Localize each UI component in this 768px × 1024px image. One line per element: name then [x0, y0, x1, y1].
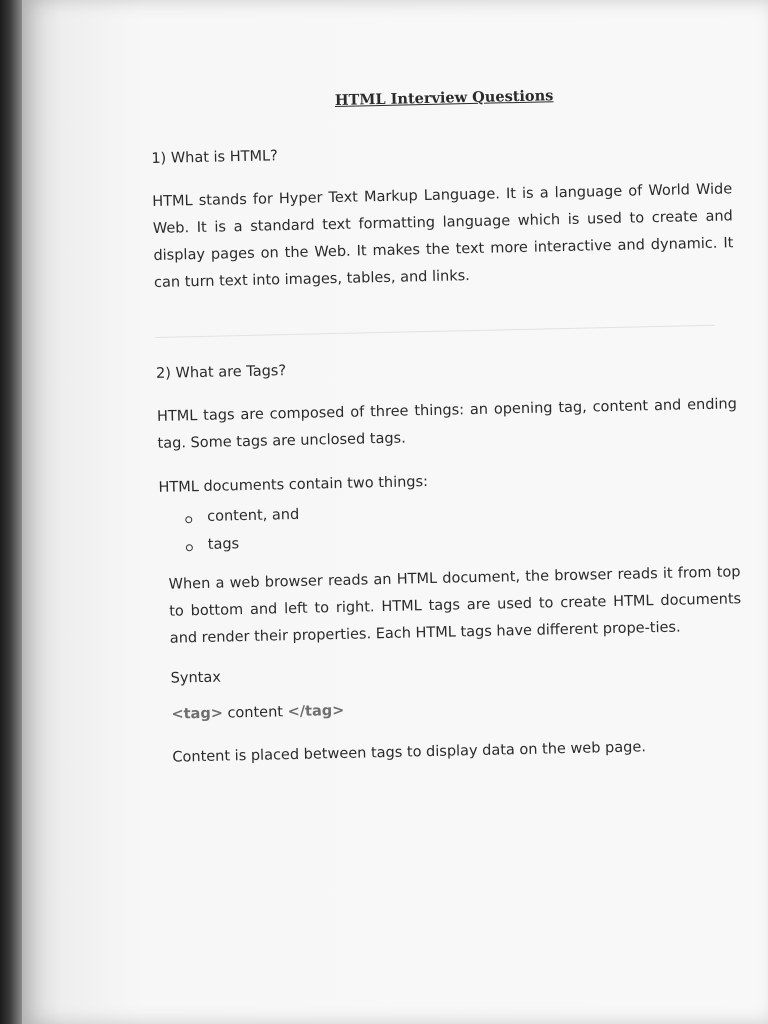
- syntax-label: Syntax: [170, 669, 222, 687]
- hollow-bullet-icon: [186, 544, 193, 551]
- list-item-text: tags: [207, 536, 240, 553]
- syntax-content: content: [227, 704, 284, 722]
- list-item: [185, 497, 739, 525]
- book-spine-shadow: [0, 0, 22, 1024]
- browser-reading-paragraph: When a web browser reads an HTML document, the browser reads it from top to bottom and left to right. HTML tags are used to create HTML documents and render their properties. Each HTML tags have different prope-ties.: [168, 564, 742, 647]
- closing-paragraph: Content is placed between tags to display data on the web page.: [172, 739, 647, 766]
- page-content: [150, 83, 745, 771]
- question-2-intro: HTML tags are composed of three things: an opening tag, content and ending tag. Some tags are unclosed tags.: [156, 396, 738, 452]
- question-1-heading: 1) What is HTML?: [151, 148, 278, 167]
- question-2-heading: 2) What are Tags?: [155, 363, 287, 382]
- closing-tag: </tag>: [287, 702, 345, 721]
- list-intro: HTML documents contain two things:: [158, 474, 429, 496]
- list-item: [186, 525, 740, 553]
- opening-tag: <tag>: [171, 705, 224, 723]
- document-title: HTML Interview Questions: [334, 87, 554, 109]
- list-item-text: content, and: [207, 506, 300, 525]
- document-parts-list: [185, 497, 740, 553]
- scanned-page: [22, 0, 768, 1024]
- hollow-bullet-icon: [185, 516, 192, 523]
- question-1-answer: HTML stands for Hyper Text Markup Language. It is a language of World Wide Web. It is a standard text formatting language which is used to create and display pages on the Web. It makes the text more interactive and dynamic. It can turn text into images, tables, and links.: [152, 181, 734, 291]
- section-divider: [155, 325, 715, 338]
- syntax-example: [171, 694, 743, 722]
